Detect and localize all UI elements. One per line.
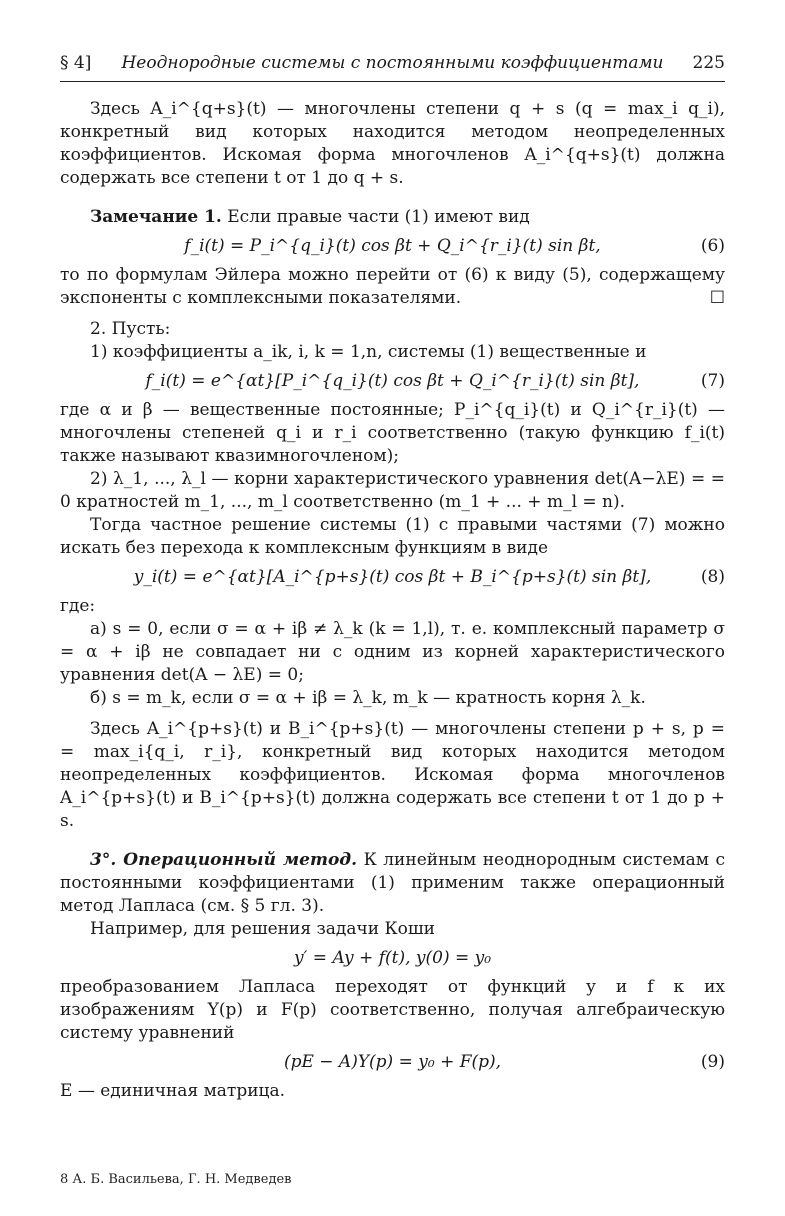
item-2-2: 2) λ_1, ..., λ_l — корни характеристического уравнения det(A−λE) = = 0 кратностей m_1, ..., m_l соответственно (m_1 + ... + m_l = n).: [60, 469, 725, 512]
equation-9-body: (pE − A)Y(p) = y₀ + F(p),: [283, 1052, 502, 1072]
equation-7: [60, 370, 725, 393]
paragraph-example: Например, для решения задачи Коши: [90, 919, 435, 939]
equation-8-number: (8): [700, 567, 725, 587]
case-a: а) s = 0, если σ = α + iβ ≠ λ_k (k = 1,l), т. е. комплексный параметр σ = α + iβ не совпадает ни с одним из корней характеристического уравнения det(A − λE) = 0;: [60, 619, 725, 685]
equation-cauchy-body: y′ = Ay + f(t), y(0) = y₀: [293, 948, 492, 968]
page-footer: 8 А. Б. Васильева, Г. Н. Медведев: [60, 1172, 292, 1187]
equation-7-body: f_i(t) = e^{αt}[P_i^{q_i}(t) cos βt + Q_i^{r_i}(t) sin βt],: [145, 371, 640, 391]
equation-9-number: (9): [700, 1052, 725, 1072]
section-3-text: К линейным неоднородным системам с постоянными коэффициентами (1) применим также операционный метод Лапласа (см. § 5 гл. 3).: [60, 850, 726, 916]
item-2: 2. Пусть:: [90, 319, 171, 339]
page-body: [60, 52, 725, 1103]
equation-6-body: f_i(t) = P_i^{q_i}(t) cos βt + Q_i^{r_i}(t) sin βt,: [184, 236, 601, 256]
case-b: б) s = m_k, если σ = α + iβ = λ_k, m_k — кратность корня λ_k.: [90, 688, 646, 708]
paragraph-here-2: Здесь A_i^{p+s}(t) и B_i^{p+s}(t) — многочлены степени p + s, p = = max_i{q_i, r_i}, конкретный вид которых находится методом неопределенных коэффициентов. Искомая форма многочленов A_i^{p+s}(t) и B_i^{p+s}(t) должна содержать все степени t от 1 до p + s.: [60, 719, 725, 831]
page-number: 225: [692, 53, 725, 73]
equation-9: [60, 1051, 725, 1074]
running-header: [60, 52, 725, 82]
euler-paragraph: [60, 264, 725, 310]
remark-text: Если правые части (1) имеют вид: [227, 207, 530, 227]
equation-8-body: y_i(t) = e^{αt}[A_i^{p+s}(t) cos βt + B_i^{p+s}(t) sin βt],: [133, 567, 652, 587]
equation-6-number: (6): [700, 236, 725, 256]
paragraph-laplace: преобразованием Лапласа переходят от функций y и f к их изображениям Y(p) и F(p) соответственно, получая алгебраическую систему уравнений: [60, 977, 725, 1043]
equation-cauchy: [60, 947, 725, 970]
section-3-heading: 3°. Операционный метод.: [90, 850, 358, 870]
euler-text: то по формулам Эйлера можно перейти от (6) к виду (5), содержащему экспоненты с комплексными показателями.: [60, 265, 725, 308]
remark-label: Замечание 1.: [90, 207, 222, 227]
header-title: Неоднородные системы с постоянными коэффициентами: [121, 53, 664, 73]
item-2-1: 1) коэффициенты a_ik, i, k = 1,n, системы (1) вещественные и: [90, 342, 647, 362]
paragraph-then: Тогда частное решение системы (1) с правыми частями (7) можно искать без перехода к комплексным функциям в виде: [60, 515, 725, 558]
remark-paragraph: [60, 206, 725, 229]
where-label: где:: [60, 596, 96, 616]
equation-6: [60, 235, 725, 258]
qed-icon: ☐: [709, 288, 725, 308]
section-3-paragraph: [60, 849, 725, 918]
paragraph-where: где α и β — вещественные постоянные; P_i^{q_i}(t) и Q_i^{r_i}(t) — многочлены степеней q_i и r_i соответственно (такую функцию f_i(t) также называют квазимногочленом);: [60, 400, 725, 466]
equation-7-number: (7): [700, 371, 725, 391]
header-section: § 4]: [60, 53, 92, 73]
paragraph-identity-matrix: E — единичная матрица.: [60, 1081, 286, 1101]
paragraph-intro: Здесь A_i^{q+s}(t) — многочлены степени q + s (q = max_i q_i), конкретный вид которых находится методом неопределенных коэффициентов. Искомая форма многочленов A_i^{q+s}(t) должна содержать все степени t от 1 до q + s.: [60, 99, 725, 188]
equation-8: [60, 566, 725, 589]
